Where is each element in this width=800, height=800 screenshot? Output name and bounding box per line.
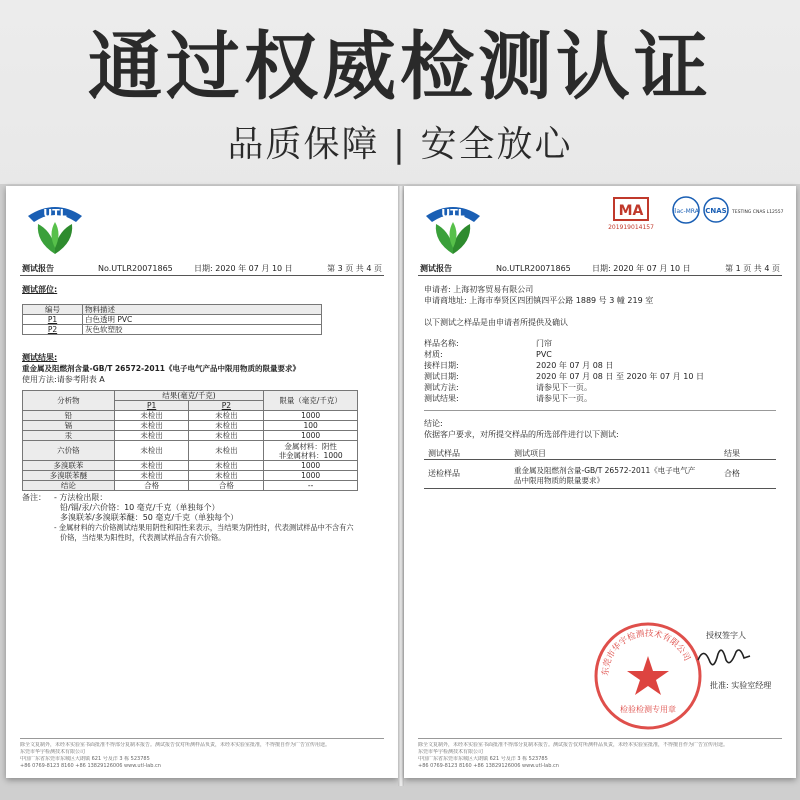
- test-standard: 重金属及阻燃剂含量-GB/T 26572-2011《电子电气产品中限用物质的限量要求》: [22, 364, 301, 373]
- note-line: - 金属材料的六价铬测试结果用阴性和阳性来表示，当结果为阴性时，代表测试样品中不含有六: [54, 523, 354, 532]
- cnas-logo-icon: [704, 198, 784, 222]
- page-number: 第 3 页 共 4 页: [327, 264, 382, 273]
- table-row: [23, 441, 358, 461]
- signature-icon: [694, 642, 754, 672]
- result-cell: 未检出: [189, 471, 264, 481]
- conclusion-table-head: [424, 448, 776, 460]
- svg-text:UTL: UTL: [441, 207, 465, 220]
- conclusion-text: 依据客户要求，对所提交样品的所选部件进行以下测试:: [424, 430, 619, 439]
- footer-line: 东莞市华宇检测技术有限公司: [418, 749, 484, 755]
- results-table: [22, 390, 358, 491]
- ilac-logo-icon: [673, 197, 700, 223]
- report-label: 测试报告: [420, 264, 452, 273]
- result-cell: 未检出: [114, 471, 189, 481]
- result-cell: 未检出: [114, 411, 189, 421]
- footer-line: +86 0769-8123 8160 +86 13829126006 www.utl-lab.cn: [418, 763, 559, 769]
- headline: 通过权威检测认证: [88, 24, 712, 110]
- divider: [424, 410, 776, 411]
- analyte-cell: 铅: [23, 411, 115, 421]
- field-value: 请参见下一页。: [536, 394, 592, 403]
- signatory-title: 授权签字人: [706, 631, 746, 640]
- sample-cell: 送检样品: [428, 469, 460, 478]
- svg-text:UTL: UTL: [43, 207, 67, 220]
- cma-logo-icon: [608, 198, 654, 231]
- parts-col-no: 编号: [23, 305, 83, 315]
- limit-cell: --: [264, 481, 358, 491]
- report-number: No.UTLR20071865: [98, 264, 173, 273]
- table-row: [23, 481, 358, 491]
- svg-text:东莞市华宇检测技术有限公司: 东莞市华宇检测技术有限公司: [600, 628, 692, 677]
- confirm-statement: 以下测试之样品是由申请者所提供及确认: [424, 318, 568, 327]
- report-page-1: [404, 186, 796, 778]
- col-limit: 限量（毫克/千克）: [264, 391, 358, 411]
- field-label: 测试方法:: [424, 383, 459, 392]
- page-footer: [20, 738, 384, 770]
- col-p1: P1: [114, 401, 189, 411]
- limit-cell: 1000: [264, 461, 358, 471]
- report-label: 测试报告: [22, 264, 54, 273]
- field-label: 接样日期:: [424, 361, 459, 370]
- analyte-cell: 六价铬: [23, 441, 115, 461]
- result-cell: 未检出: [189, 431, 264, 441]
- field-label: 测试结果:: [424, 394, 459, 403]
- result-cell: 合格: [724, 469, 740, 478]
- col-p2: P2: [189, 401, 264, 411]
- utl-logo-icon: [420, 196, 486, 262]
- analyte-cell: 汞: [23, 431, 115, 441]
- field-value: PVC: [536, 350, 552, 359]
- subline: 品质保障 | 安全放心: [227, 124, 573, 165]
- svg-text:检验检测专用章: 检验检测专用章: [620, 705, 676, 714]
- col-sample: 测试样品: [428, 449, 460, 458]
- report-header-row: [418, 262, 782, 276]
- footer-line: 除全文复制外，未经本实验室书面批准不得部分复制本报告。测试报告仅对所测样品负责，未经本实验室批准，不得擅自作为广告宣传用途。: [418, 742, 729, 748]
- svg-text:ilac-MRA: ilac-MRA: [673, 208, 699, 215]
- result-cell: 未检出: [189, 461, 264, 471]
- utl-logo-icon: [22, 196, 88, 262]
- footer-line: 中国广东省东莞市东城区大朗镇 621 号及洋 3 栋 523785: [20, 756, 150, 762]
- official-seal-icon: [592, 620, 704, 732]
- table-row: [23, 421, 358, 431]
- svg-text:MA: MA: [618, 203, 644, 219]
- field-value: 门帘: [536, 339, 552, 348]
- analyte-cell: 多溴联苯: [23, 461, 115, 471]
- divider: [424, 488, 776, 489]
- applicant: 申请者: 上海初客贸易有限公司: [424, 285, 534, 294]
- parts-cell: P1: [23, 315, 83, 325]
- note-line: 价铬，当结果为阳性时，代表测试样品含有六价铬。: [60, 533, 226, 542]
- note-line: 多溴联苯/多溴联苯醚：50 毫克/千克（单独每个）: [60, 513, 239, 522]
- report-page-3: [6, 186, 398, 778]
- result-cell: 未检出: [189, 411, 264, 421]
- footer-line: 中国广东省东莞市东城区大朗镇 621 号及洋 3 栋 523785: [418, 756, 548, 762]
- table-row: [23, 411, 358, 421]
- footer-line: 除全文复制外，未经本实验室书面批准不得部分复制本报告。测试报告仅对所测样品负责，未经本实验室批准，不得擅自作为广告宣传用途。: [20, 742, 331, 748]
- result-cell: 未检出: [114, 421, 189, 431]
- parts-cell: 白色透明 PVC: [83, 315, 322, 325]
- conclusion-label: 结论:: [424, 419, 443, 428]
- table-row: [23, 325, 322, 335]
- parts-title: 测试部位:: [22, 285, 58, 294]
- signatory-role: 批准: 实验室经理: [710, 681, 772, 690]
- applicant-address: 申请商地址: 上海市奉贤区四团镇四平公路 1889 号 3 幢 219 室: [424, 296, 654, 305]
- report-number: No.UTLR20071865: [496, 264, 571, 273]
- page-number: 第 1 页 共 4 页: [725, 264, 780, 273]
- col-item: 测试项目: [514, 449, 546, 458]
- svg-text:201919014157: 201919014157: [608, 224, 654, 231]
- table-row: [23, 461, 358, 471]
- result-title: 测试结果:: [22, 353, 58, 362]
- report-date: 日期: 2020 年 07 月 10 日: [592, 264, 691, 273]
- field-label: 样品名称:: [424, 339, 459, 348]
- limit-cell: 1000: [264, 411, 358, 421]
- footer-line: +86 0769-8123 8160 +86 13829126006 www.utl-lab.cn: [20, 763, 161, 769]
- test-method: 使用方法:请参考附表 A: [22, 375, 105, 384]
- limit-cell: 100: [264, 421, 358, 431]
- limit-cell: 1000: [264, 471, 358, 481]
- page-footer: [418, 738, 782, 770]
- parts-col-desc: 物料描述: [83, 305, 322, 315]
- result-cell: 未检出: [114, 461, 189, 471]
- note-line: 铅/镉/汞/六价铬：10 毫克/千克（单独每个）: [60, 503, 220, 512]
- note-line: - 方法检出限：: [54, 493, 108, 502]
- analyte-cell: 多溴联苯醚: [23, 471, 115, 481]
- field-label: 测试日期:: [424, 372, 459, 381]
- item-cell: 重金属及阻燃剂含量-GB/T 26572-2011《电子电气产品中限用物质的限量要求》: [514, 466, 696, 485]
- footer-line: 东莞市华宇检测技术有限公司: [20, 749, 86, 755]
- table-row: [23, 315, 322, 325]
- analyte-cell: 镉: [23, 421, 115, 431]
- result-cell: 未检出: [189, 421, 264, 431]
- parts-cell: P2: [23, 325, 83, 335]
- certification-logos: [604, 194, 784, 234]
- limit-cell: 金属材料：阴性 非金属材料：1000: [264, 441, 358, 461]
- table-row: [23, 431, 358, 441]
- report-header-row: [20, 262, 384, 276]
- parts-table: [22, 304, 322, 335]
- result-cell: 未检出: [189, 441, 264, 461]
- col-result: 结果(毫克/千克): [114, 391, 264, 401]
- col-result: 结果: [724, 449, 740, 458]
- table-row: [23, 471, 358, 481]
- svg-text:CNAS: CNAS: [705, 207, 727, 215]
- svg-text:TESTING CNAS L12557: TESTING CNAS L12557: [732, 210, 784, 215]
- field-value: 请参见下一页。: [536, 383, 592, 392]
- result-cell: 合格: [189, 481, 264, 491]
- field-value: 2020 年 07 月 08 日 至 2020 年 07 月 10 日: [536, 372, 704, 381]
- notes-label: 备注：: [22, 493, 46, 502]
- result-cell: 未检出: [114, 441, 189, 461]
- result-cell: 未检出: [114, 431, 189, 441]
- analyte-cell: 结论: [23, 481, 115, 491]
- limit-cell: 1000: [264, 431, 358, 441]
- field-value: 2020 年 07 月 08 日: [536, 361, 614, 370]
- parts-cell: 灰色软塑胶: [83, 325, 322, 335]
- field-label: 材质:: [424, 350, 443, 359]
- col-analyte: 分析物: [23, 391, 115, 411]
- report-date: 日期: 2020 年 07 月 10 日: [194, 264, 293, 273]
- result-cell: 合格: [114, 481, 189, 491]
